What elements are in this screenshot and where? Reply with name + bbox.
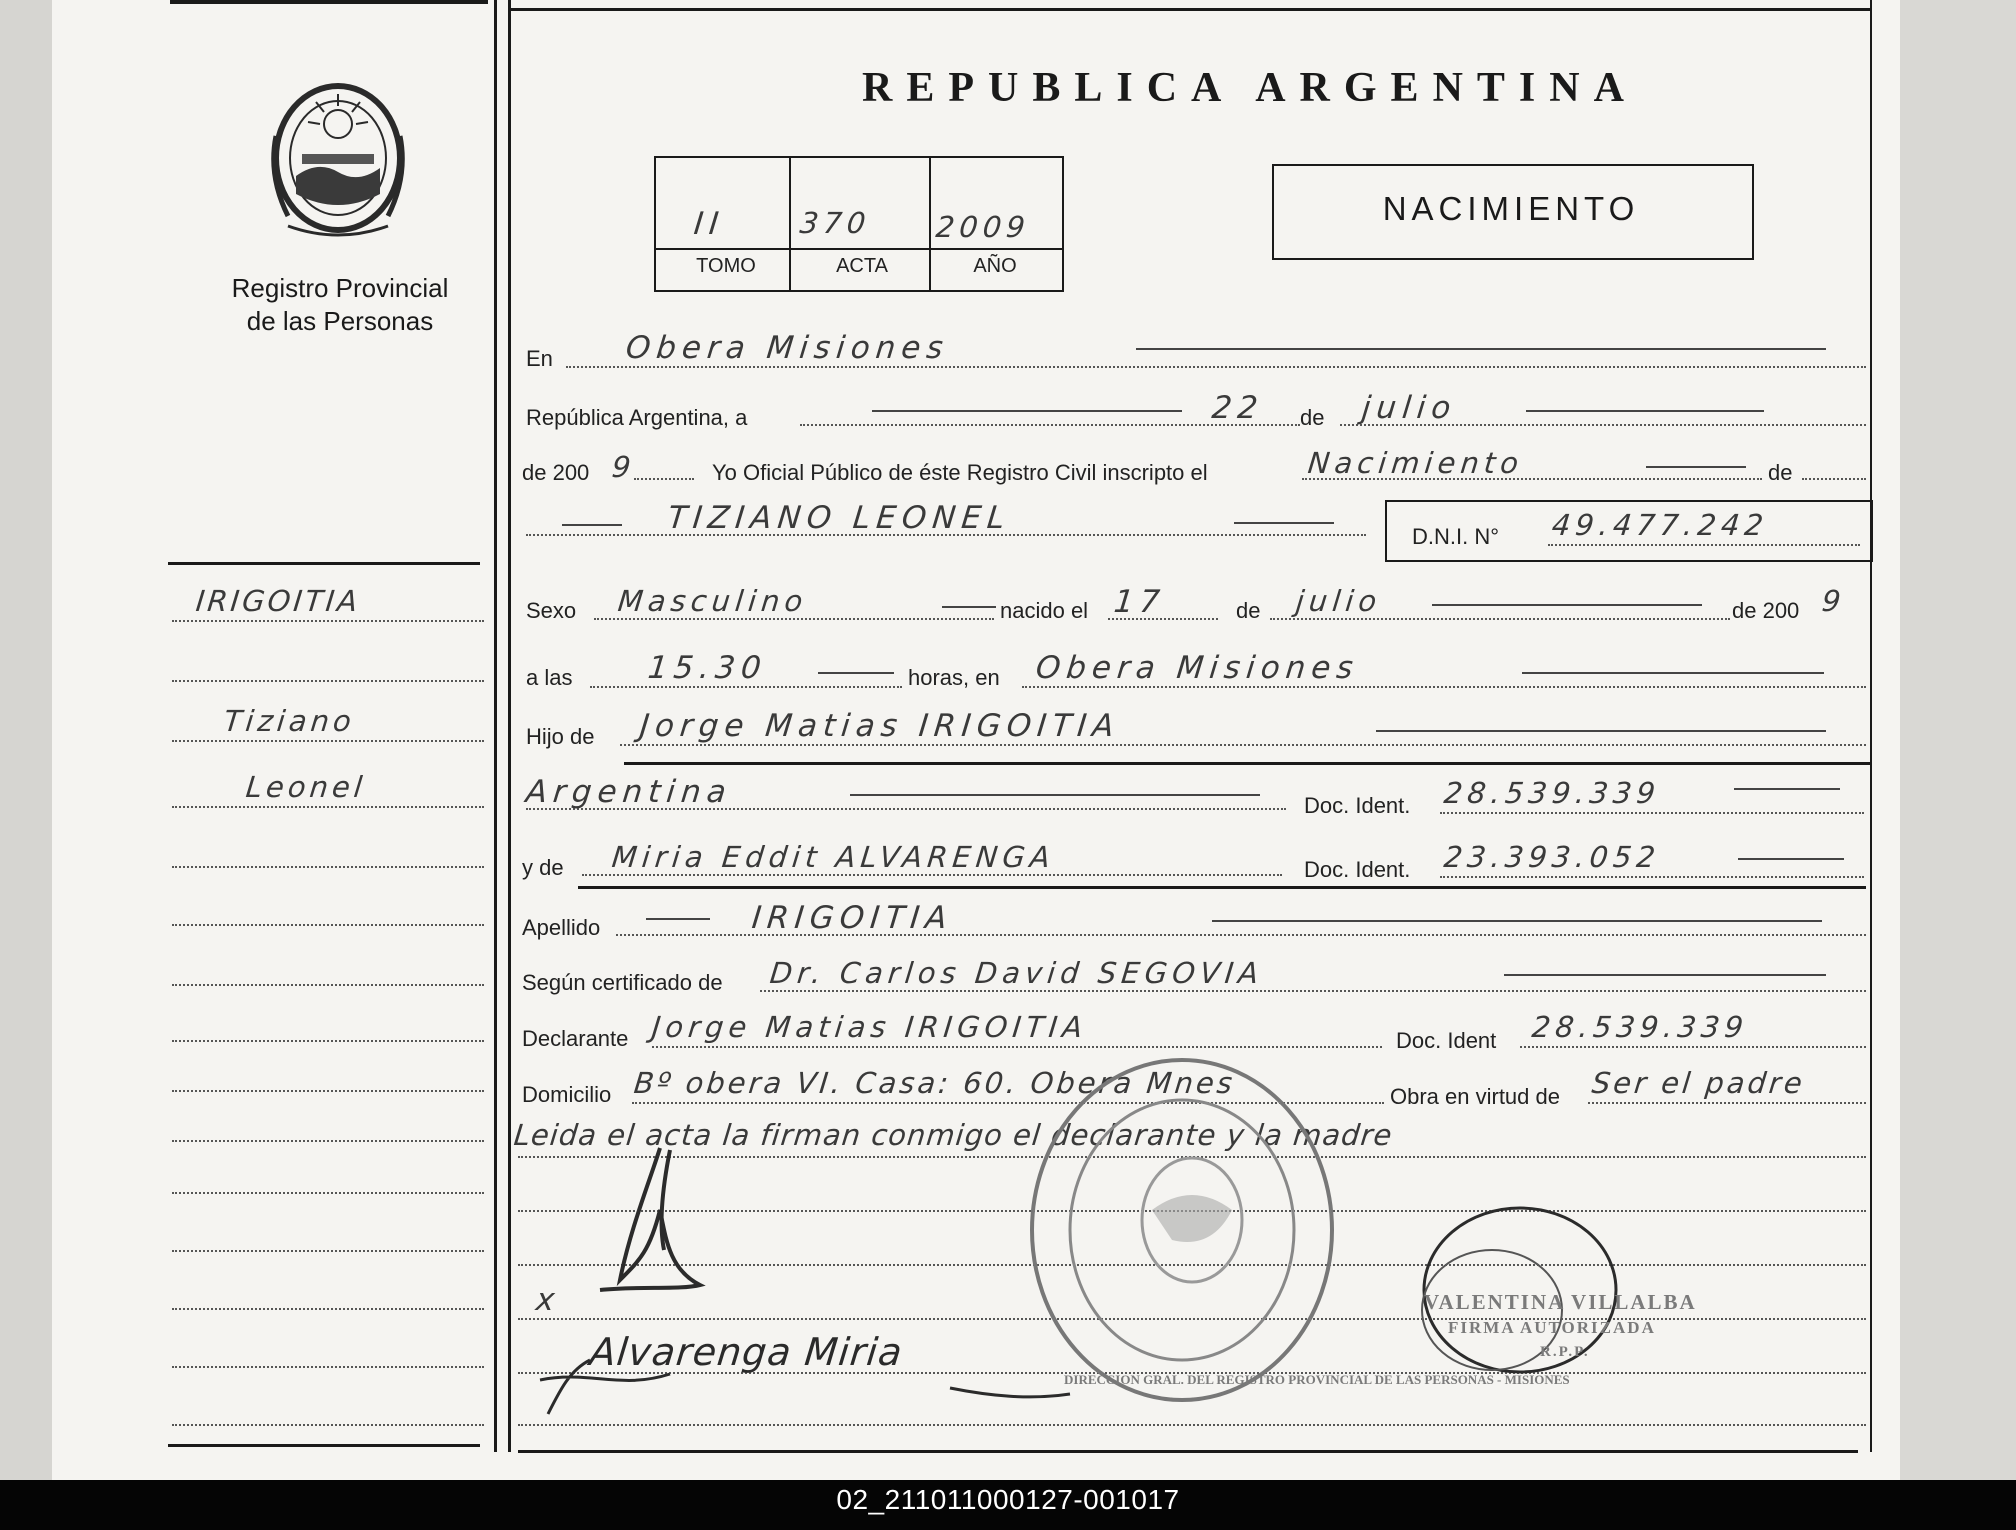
top-border-right [508,8,1872,11]
month-value: julio [1360,390,1459,426]
official-stamp-line-2: FIRMA AUTORIZADA [1448,1318,1656,1337]
republica-label: República Argentina, a [526,405,748,430]
sexo-filler [942,606,996,608]
segun-rule [760,990,1866,992]
horas-filler [1522,672,1824,674]
hijo-filler [1376,730,1826,732]
doc-ident-label: Doc. Ident. [1304,793,1411,818]
apellido-label: Apellido [522,915,601,940]
hijo-label: Hijo de [526,724,595,749]
page-edge-right [1900,0,2016,1480]
margin-surname: IRIGOITIA [194,584,363,618]
declarante-label: Declarante [522,1026,629,1051]
obra-value: Ser el padre [1590,1066,1807,1100]
day-value: 22 [1210,390,1266,426]
signature-mark: x [534,1282,557,1318]
apellido-filler-left [646,918,710,920]
oficial-text: Yo Oficial Público de éste Registro Civil inscripto el [712,460,1208,485]
margin-rule-10 [172,1140,484,1142]
de-label: de [1300,405,1325,430]
mother-doc: 23.393.052 [1442,840,1662,874]
tomo-value: II [692,206,727,242]
doc-ident-label-3: Doc. Ident [1396,1028,1497,1053]
domicilio-value: Bº obera VI. Casa: 60. Obera Mnes [632,1066,1237,1100]
margin-rule-7 [172,984,484,986]
margin-second-name: Leonel [244,770,368,804]
hijo-rule [620,744,1866,746]
column-divider-2 [508,0,511,1452]
organization-line-1: Registro Provincial [231,273,449,303]
declarante-doc-rule [1520,1046,1866,1048]
de-rule-2 [1802,478,1866,480]
margin-rule-6 [172,924,484,926]
apellido-value: IRIGOITIA [750,900,955,936]
de-label-3: de [1236,598,1261,623]
organization-line-2: de las Personas [246,306,434,336]
margin-rule-2 [172,680,484,682]
margin-top-divider [168,562,480,565]
dni-rule [1548,544,1860,546]
country-title: REPUBLICA ARGENTINA [862,65,1638,111]
margin-rule-13 [172,1308,484,1310]
domicilio-label: Domicilio [522,1082,612,1107]
segun-label: Según certificado de [522,970,723,995]
margin-rule-14 [172,1366,484,1368]
acta-label: ACTA [836,255,888,277]
registry-stamp-text: DIRECCION GRAL. DEL REGISTRO PROVINCIAL DE LAS PERSONAS - MISIONES [1064,1372,1570,1387]
hijo-value: Jorge Matias IRIGOITIA [638,708,1122,744]
en-label: En [526,346,553,371]
declarante-doc: 28.539.339 [1530,1010,1750,1044]
apellido-filler-right [1212,920,1822,922]
signature-flourish-icon [530,1330,1090,1420]
horas-rule [1022,686,1866,688]
alas-filler [818,672,894,674]
margin-rule-3 [172,740,484,742]
de-label-2: de [1768,460,1793,485]
provincial-seal-icon [258,76,418,246]
inscripto-filler [1646,466,1746,468]
en-filler [1136,348,1826,350]
en-value: Obera Misiones [624,330,951,366]
father-doc-filler [1734,788,1840,790]
margin-rule-8 [172,1040,484,1042]
alas-value: 15.30 [646,650,769,686]
inscripto-value: Nacimiento [1306,446,1525,480]
nacionalidad-value: Argentina [524,774,734,810]
right-border [1870,0,1872,1452]
leida-value: Leida el acta la firman conmigo el declarante y la madre [512,1118,1395,1152]
month-filler [1526,410,1764,412]
en-rule [566,366,1866,368]
margin-first-name: Tiziano [222,704,357,738]
nacido-month-filler [1432,604,1702,606]
nacido-year-prefix: de 200 [1732,598,1800,623]
mother-value: Miria Eddit ALVARENGA [610,840,1057,874]
top-border-left [170,0,488,4]
document-type: NACIMIENTO [1382,190,1640,227]
sexo-label: Sexo [526,598,577,623]
acta-value: 370 [798,206,873,240]
dni-label: D.N.I. N° [1412,524,1500,549]
doc-ident-label-2: Doc. Ident. [1304,857,1411,882]
mother-doc-rule [1440,876,1864,878]
image-code: 02_211011000127-001017 [836,1484,1180,1515]
horas-place: Obera Misiones [1034,650,1361,686]
mother-signature: Alvarenga Miria [587,1330,906,1374]
year-prefix: de 200 [522,460,590,485]
dni-value: 49.477.242 [1550,508,1770,542]
alas-rule [590,686,902,688]
alas-label: a las [526,665,573,690]
republica-filler [872,410,1182,412]
nacido-year-suffix: 9 [1820,584,1848,618]
child-name-filler-left [562,524,622,526]
official-stamp-line-3: R.P.P. [1540,1344,1590,1360]
nacido-day: 17 [1112,584,1168,620]
official-stamp-line-1: VALENTINA VILLALBA [1424,1290,1697,1314]
record-box-label-rule [654,248,1062,250]
organization-name [190,272,490,338]
margin-rule-4 [172,806,484,808]
official-signature-icon [560,1140,760,1310]
nacido-month-rule [1270,618,1730,620]
tomo-label: TOMO [696,255,756,277]
margin-rule-9 [172,1090,484,1092]
nacionalidad-filler [850,794,1260,796]
year-rule [634,478,694,480]
column-divider-1 [494,0,497,1452]
nacido-label: nacido el [1000,598,1089,623]
horas-label: horas, en [908,665,1000,690]
father-doc: 28.539.339 [1442,776,1662,810]
margin-rule-5 [172,866,484,868]
obra-label: Obra en virtud de [1390,1084,1560,1109]
yde-label: y de [522,855,564,880]
margin-rule-1 [172,620,484,622]
year-suffix: 9 [610,450,638,484]
blank-rule-5 [518,1424,1866,1426]
anio-value: 2009 [934,210,1032,244]
margin-rule-15 [172,1424,484,1426]
margin-rule-12 [172,1250,484,1252]
sexo-rule [594,618,994,620]
declarante-value: Jorge Matias IRIGOITIA [650,1010,1090,1044]
obra-rule [1588,1102,1866,1104]
margin-rule-11 [172,1192,484,1194]
sexo-value: Masculino [616,584,810,618]
father-section-rule [624,762,1870,765]
segun-filler [1504,974,1826,976]
child-name-filler-right [1234,522,1334,524]
mother-section-rule [578,886,1866,889]
mother-doc-filler [1738,858,1844,860]
child-name-value: TIZIANO LEONEL [666,500,1013,536]
father-doc-rule [1440,812,1864,814]
bottom-border-right [518,1450,1858,1453]
mother-rule [582,874,1282,876]
segun-value: Dr. Carlos David SEGOVIA [768,956,1266,990]
anio-label: AÑO [973,255,1017,277]
nacido-month: julio [1294,584,1384,618]
registry-stamp-icon [1012,1040,1352,1420]
page-edge-left [0,0,52,1480]
bottom-border-left [168,1444,480,1447]
